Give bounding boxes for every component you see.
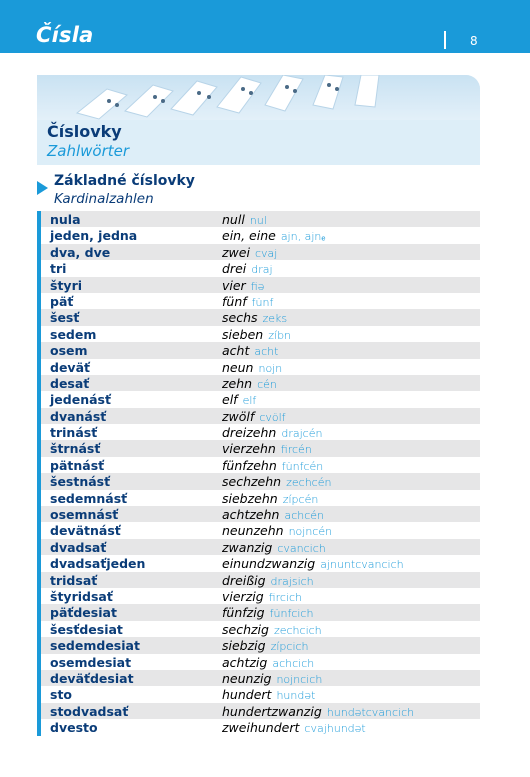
pronunciation: hundətcvancich (326, 705, 415, 719)
table-row (37, 555, 480, 571)
row-accent-bar (37, 621, 41, 637)
slovak-word: dvadsaťjeden (50, 556, 146, 572)
table-row (37, 522, 480, 538)
slovak-word: deväť (50, 359, 90, 375)
slovak-word: stodvadsať (50, 703, 129, 719)
row-accent-bar (37, 572, 41, 588)
slovak-word: devätnásť (50, 523, 121, 539)
table-row (37, 637, 480, 653)
table-row (37, 703, 480, 719)
german-term: zwölf (222, 408, 255, 424)
german-word (222, 704, 414, 719)
row-accent-bar (37, 637, 41, 653)
table-row (37, 375, 480, 391)
row-accent-bar (37, 277, 41, 293)
pronunciation: acht (254, 345, 279, 359)
slovak-word: sedem (50, 326, 97, 342)
vocabulary-table (37, 211, 480, 736)
row-accent-bar (37, 375, 41, 391)
slovak-word: šesť (50, 310, 80, 326)
german-term: neun (222, 359, 254, 375)
table-row (37, 457, 480, 473)
table-row (37, 293, 480, 309)
row-accent-bar (37, 408, 41, 424)
german-term: hundertzwanzig (222, 703, 322, 719)
pronunciation: zípcich (270, 640, 309, 654)
pronunciation: nul (249, 214, 267, 227)
pronunciation: cvaj (254, 246, 278, 260)
pronunciation: achcén (284, 509, 325, 523)
pronunciation: draj (251, 263, 273, 277)
german-term: zwei (222, 244, 250, 260)
row-accent-bar (37, 309, 41, 325)
slovak-word: dvesto (50, 720, 98, 736)
german-term: fünf (222, 293, 247, 309)
slovak-word: desať (50, 375, 90, 391)
table-row (37, 408, 480, 424)
pronunciation: fünfcich (269, 607, 314, 621)
subsection-subtitle: Kardinalzahlen (54, 191, 154, 207)
row-accent-bar (37, 604, 41, 620)
slovak-word: päťdesiat (50, 605, 117, 621)
slovak-word: osemdesiat (50, 654, 132, 670)
german-term: achtzehn (222, 507, 280, 523)
pronunciation: zechcich (273, 623, 322, 637)
table-row (37, 654, 480, 670)
german-term: null (222, 212, 245, 227)
row-accent-bar (37, 506, 41, 522)
page-number: 8 (470, 34, 478, 48)
german-term: elf (222, 392, 238, 408)
slovak-word: štyridsať (50, 588, 113, 604)
german-term: fünfzehn (222, 457, 277, 473)
row-accent-bar (37, 424, 41, 440)
slovak-word: osemnásť (50, 507, 119, 523)
pronunciation: drajcén (281, 427, 323, 441)
table-row (37, 277, 480, 293)
german-term: dreißig (222, 572, 266, 588)
slovak-word: jeden, jedna (50, 228, 138, 244)
german-term: ein, eine (222, 228, 276, 244)
row-accent-bar (37, 326, 41, 342)
slovak-word: štyri (50, 277, 83, 293)
german-word (222, 573, 314, 588)
german-word (222, 261, 273, 276)
slovak-word: päť (50, 293, 74, 309)
german-term: siebzehn (222, 490, 278, 506)
pronunciation: zeks (262, 312, 288, 326)
pronunciation: achcich (272, 656, 315, 670)
german-term: sechs (222, 310, 258, 326)
german-word (222, 655, 314, 670)
dominoes-image (37, 75, 480, 120)
german-word (222, 327, 291, 342)
pronunciation: zíbn (268, 328, 292, 342)
row-accent-bar (37, 686, 41, 702)
row-accent-bar (37, 522, 41, 538)
row-accent-bar (37, 654, 41, 670)
pronunciation: nojncich (276, 672, 323, 686)
pronunciation: zípcén (282, 492, 319, 506)
german-word (222, 228, 325, 243)
pronunciation: nojn (258, 361, 283, 375)
german-term: siebzig (222, 638, 266, 654)
german-word (222, 310, 287, 325)
row-accent-bar (37, 555, 41, 571)
slovak-word: šestnásť (50, 474, 111, 490)
pronunciation: fircén (280, 443, 312, 457)
table-row (37, 621, 480, 637)
slovak-word: tri (50, 261, 67, 277)
table-row (37, 539, 480, 555)
german-term: vierzig (222, 588, 264, 604)
german-term: sechzig (222, 621, 269, 637)
slovak-word: tridsať (50, 572, 98, 588)
german-term: drei (222, 261, 247, 277)
slovak-word: nula (50, 212, 81, 227)
slovak-word: deväťdesiat (50, 670, 134, 686)
row-accent-bar (37, 588, 41, 604)
row-accent-bar (37, 457, 41, 473)
slovak-word: pätnásť (50, 457, 105, 473)
table-row (37, 244, 480, 260)
german-word (222, 212, 267, 227)
section-header (37, 75, 480, 165)
header-divider (444, 31, 446, 49)
german-word (222, 343, 278, 358)
row-accent-bar (37, 670, 41, 686)
german-word (222, 376, 277, 391)
german-word (222, 638, 309, 653)
german-term: zehn (222, 375, 253, 391)
row-accent-bar (37, 227, 41, 243)
german-term: sieben (222, 326, 264, 342)
table-row (37, 686, 480, 702)
table-row (37, 227, 480, 243)
german-term: einundzwanzig (222, 556, 316, 572)
slovak-word: jedenásť (50, 392, 111, 408)
table-row (37, 588, 480, 604)
row-accent-bar (37, 342, 41, 358)
table-row (37, 309, 480, 325)
german-word (222, 425, 322, 440)
table-row (37, 326, 480, 342)
table-row (37, 719, 480, 735)
german-word (222, 294, 273, 309)
row-accent-bar (37, 703, 41, 719)
table-row (37, 490, 480, 506)
table-row (37, 391, 480, 407)
german-term: zwanzig (222, 539, 273, 555)
pronunciation: fünfcén (281, 459, 324, 473)
german-word (222, 474, 331, 489)
german-word (222, 720, 366, 735)
german-word (222, 458, 323, 473)
row-accent-bar (37, 719, 41, 735)
slovak-word: sedemdesiat (50, 638, 140, 654)
row-accent-bar (37, 440, 41, 456)
german-word (222, 605, 313, 620)
german-term: vierzehn (222, 441, 276, 457)
german-word (222, 278, 264, 293)
pronunciation: zechcén (286, 476, 332, 490)
table-row (37, 506, 480, 522)
german-term: sechzehn (222, 474, 282, 490)
table-row (37, 440, 480, 456)
german-word (222, 687, 315, 702)
header-bar (0, 0, 530, 53)
slovak-word: osem (50, 343, 88, 359)
german-term: zweihundert (222, 720, 300, 736)
pronunciation: cvancich (277, 541, 326, 555)
table-row (37, 260, 480, 276)
german-word (222, 523, 332, 538)
german-word (222, 507, 324, 522)
triangle-arrow-icon (37, 181, 48, 195)
section-subtitle: Zahlwörter (47, 142, 130, 160)
slovak-word: dvadsať (50, 539, 107, 555)
pronunciation: drajsich (270, 574, 314, 588)
section-title: Číslovky (47, 122, 122, 141)
row-accent-bar (37, 211, 41, 227)
table-row (37, 572, 480, 588)
german-term: hundert (222, 687, 272, 703)
german-word (222, 491, 318, 506)
row-accent-bar (37, 260, 41, 276)
table-row (37, 670, 480, 686)
german-word (222, 360, 282, 375)
row-accent-bar (37, 473, 41, 489)
pronunciation: elf (242, 394, 257, 408)
pronunciation: cvölf (259, 410, 286, 424)
german-word (222, 540, 326, 555)
german-term: achtzig (222, 654, 268, 670)
row-accent-bar (37, 539, 41, 555)
slovak-word: dva, dve (50, 244, 111, 260)
pronunciation: fircich (268, 590, 303, 604)
slovak-word: šesťdesiat (50, 621, 123, 637)
row-accent-bar (37, 359, 41, 375)
german-word (222, 392, 256, 407)
table-row (37, 211, 480, 227)
german-word (222, 245, 277, 260)
table-row (37, 359, 480, 375)
german-term: vier (222, 277, 246, 293)
pronunciation: nojncén (288, 525, 333, 539)
pronunciation: ajn, ajnₑ (280, 230, 326, 244)
pronunciation: fünf (251, 295, 274, 309)
slovak-word: sto (50, 687, 73, 703)
german-word (222, 671, 322, 686)
slovak-word: trinásť (50, 425, 98, 441)
chapter-title: Čísla (36, 23, 94, 47)
german-term: fünfzig (222, 605, 265, 621)
german-term: acht (222, 343, 250, 359)
pronunciation: fiə (250, 279, 265, 293)
german-word (222, 409, 286, 424)
german-term: dreizehn (222, 425, 277, 441)
german-word (222, 556, 404, 571)
slovak-word: štrnásť (50, 441, 101, 457)
row-accent-bar (37, 293, 41, 309)
german-term: neunzehn (222, 523, 284, 539)
german-word (222, 622, 322, 637)
german-term: neunzig (222, 670, 272, 686)
table-row (37, 424, 480, 440)
row-accent-bar (37, 244, 41, 260)
subsection-title: Základné číslovky (54, 173, 195, 189)
table-row (37, 604, 480, 620)
pronunciation: cén (257, 377, 277, 391)
slovak-word: sedemnásť (50, 490, 128, 506)
german-word (222, 441, 312, 456)
table-row (37, 342, 480, 358)
pronunciation: ajnuntcvancich (320, 558, 404, 572)
row-accent-bar (37, 391, 41, 407)
table-row (37, 473, 480, 489)
pronunciation: cvajhundət (304, 722, 366, 736)
pronunciation: hundət (276, 689, 316, 703)
slovak-word: dvanásť (50, 408, 107, 424)
german-word (222, 589, 302, 604)
row-accent-bar (37, 490, 41, 506)
